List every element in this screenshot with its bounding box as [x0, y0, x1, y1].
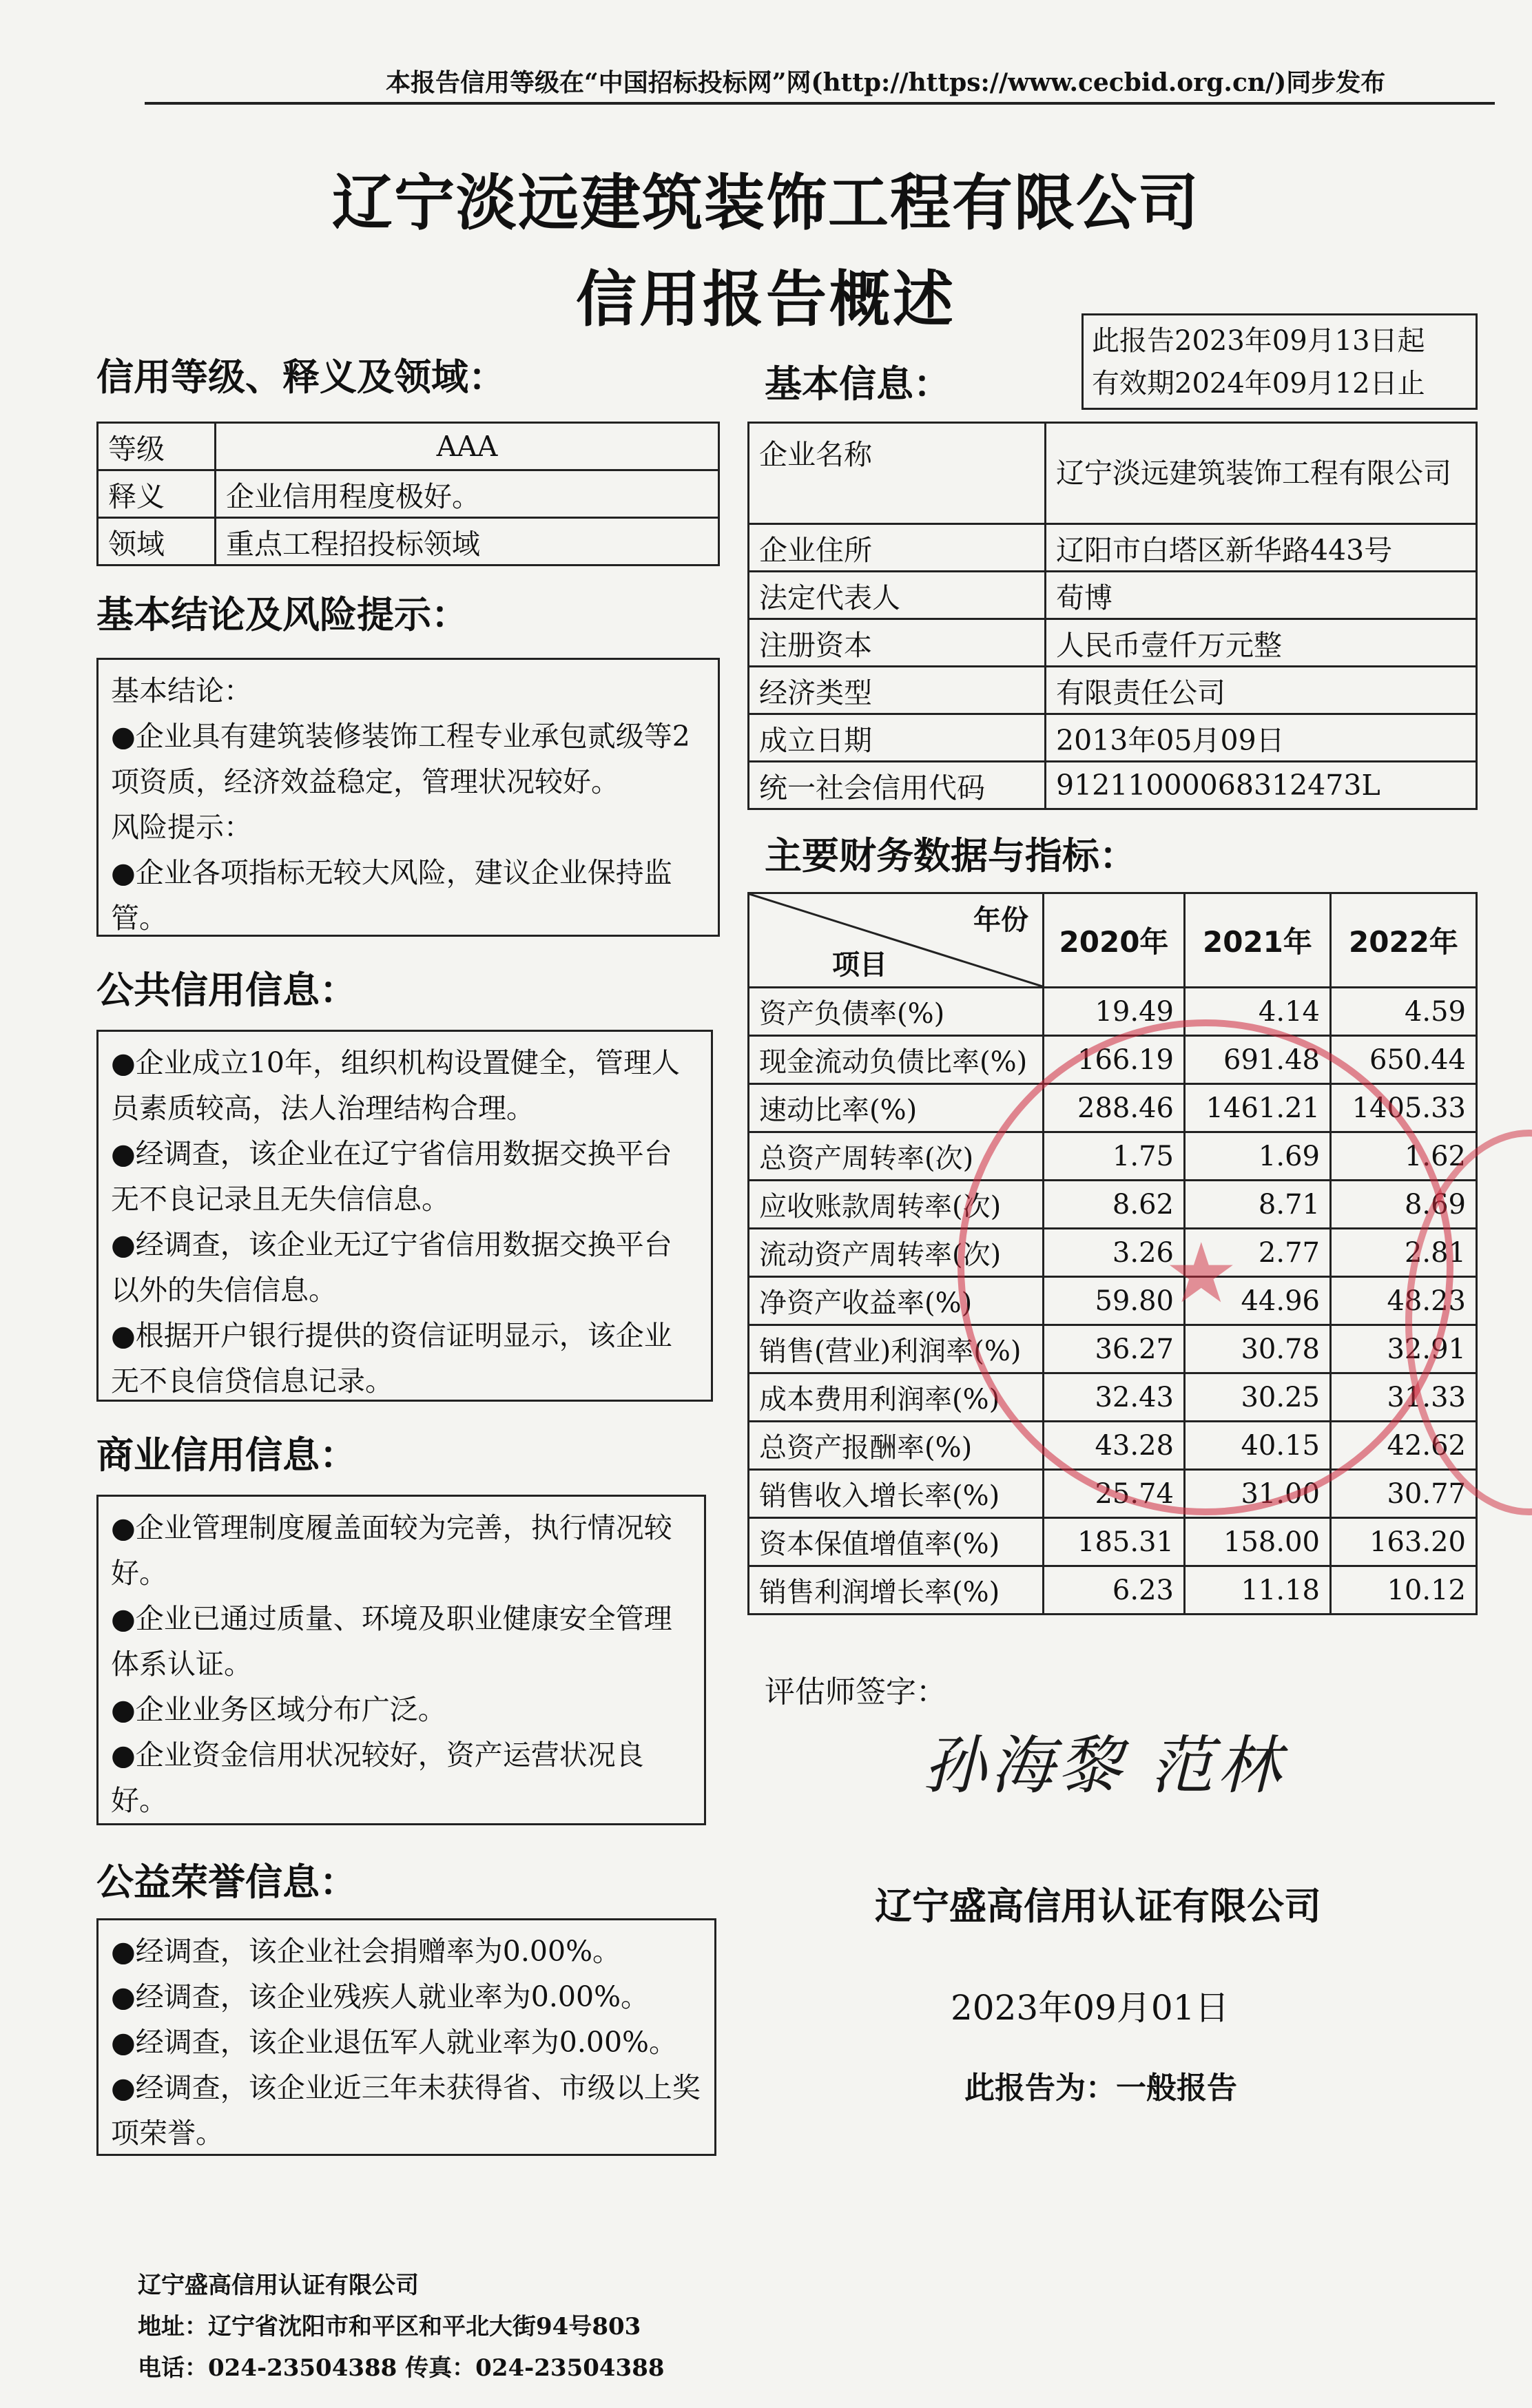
financial-value: 1405.33: [1330, 1084, 1476, 1132]
financial-value: 42.62: [1330, 1422, 1476, 1470]
financial-item-name: 销售收入增长率(%): [749, 1470, 1044, 1518]
financial-value: 31.00: [1184, 1470, 1330, 1518]
financial-value: 43.28: [1044, 1422, 1185, 1470]
company-title: 辽宁淡远建筑装饰工程有限公司: [331, 167, 1200, 238]
public-credit-item: ●经调查，该企业在辽宁省信用数据交换平台无不良记录且无失信信息。: [111, 1137, 672, 1216]
financial-value: 8.71: [1184, 1181, 1330, 1229]
basic-info-value: 人民币壹仟万元整: [1046, 619, 1477, 667]
financial-row: [749, 1566, 1477, 1615]
financial-value: 32.91: [1330, 1325, 1476, 1373]
footer-company: 辽宁盛高信用认证有限公司: [138, 2272, 419, 2299]
financial-value: 1.62: [1330, 1132, 1476, 1181]
seal-star-icon: ★: [1164, 1226, 1239, 1322]
grade-label: 等级: [98, 423, 216, 470]
diagonal-header-cell: [749, 893, 1044, 988]
grade-row: [98, 423, 719, 470]
basic-info-value: 辽阳市白塔区新华路443号: [1046, 524, 1477, 572]
public-credit-box: [96, 1030, 713, 1402]
grade-row: [98, 518, 719, 565]
conclusion-heading: 基本结论及风险提示：: [96, 593, 468, 636]
financial-value: 691.48: [1184, 1036, 1330, 1084]
financial-value: 288.46: [1044, 1084, 1185, 1132]
financial-row: [749, 1518, 1477, 1566]
financial-value: 3.26: [1044, 1229, 1185, 1277]
basic-info-label: 成立日期: [749, 714, 1046, 762]
top-divider: [145, 102, 1495, 105]
public-credit-item: ●根据开户银行提供的资信证明显示，该企业无不良信贷信息记录。: [111, 1319, 672, 1398]
financial-value: 650.44: [1330, 1036, 1476, 1084]
public-welfare-item: ●经调查，该企业近三年未获得省、市级以上奖项荣誉。: [111, 2071, 701, 2150]
financial-value: 19.49: [1044, 988, 1185, 1036]
report-subtitle: 信用报告概述: [575, 264, 956, 335]
basic-info-row: [749, 572, 1477, 619]
basic-info-row: [749, 524, 1477, 572]
commercial-credit-item: ●企业资金信用状况较好，资产运营状况良好。: [111, 1738, 644, 1817]
financial-value: 48.23: [1330, 1277, 1476, 1325]
public-welfare-box: [96, 1918, 716, 2156]
financial-value: 166.19: [1044, 1036, 1185, 1084]
risk-item: ●企业各项指标无较大风险，建议企业保持监管。: [111, 856, 672, 935]
financial-value: 4.14: [1184, 988, 1330, 1036]
commercial-credit-box: [96, 1495, 706, 1825]
financial-item-name: 应收账款周转率(次): [749, 1181, 1044, 1229]
financial-heading: 主要财务数据与指标：: [765, 834, 1137, 878]
financial-value: 185.31: [1044, 1518, 1185, 1566]
basic-info-label: 经济类型: [749, 667, 1046, 714]
public-welfare-item: ●经调查，该企业社会捐赠率为0.00%。: [111, 1935, 621, 1968]
financial-value: 4.59: [1330, 988, 1476, 1036]
risk-sub: 风险提示：: [111, 811, 252, 844]
financial-item-name: 成本费用利润率(%): [749, 1373, 1044, 1422]
public-welfare-heading: 公益荣誉信息：: [96, 1860, 357, 1904]
commercial-credit-item: ●企业业务区域分布广泛。: [111, 1693, 446, 1726]
financial-value: 36.27: [1044, 1325, 1185, 1373]
year-header: 2020年: [1044, 893, 1185, 988]
basic-info-value: 荀博: [1046, 572, 1477, 619]
validity-box: [1081, 313, 1478, 410]
financial-value: 25.74: [1044, 1470, 1185, 1518]
basic-info-label: 法定代表人: [749, 572, 1046, 619]
conclusion-box: [96, 658, 720, 937]
public-credit-item: ●企业成立10年，组织机构设置健全，管理人员素质较高，法人治理结构合理。: [111, 1046, 680, 1125]
basic-info-row: [749, 423, 1477, 524]
financial-value: 1461.21: [1184, 1084, 1330, 1132]
basic-info-label: 注册资本: [749, 619, 1046, 667]
basic-info-row: [749, 714, 1477, 762]
financial-item-name: 资本保值增值率(%): [749, 1518, 1044, 1566]
financial-value: 59.80: [1044, 1277, 1185, 1325]
footer-phone: 电话：024-23504388 传真：024-23504388: [138, 2354, 665, 2382]
header-item-label: 项目: [832, 949, 887, 981]
basic-info-value: 91211000068312473L: [1046, 762, 1477, 809]
handwritten-signature: 孙海黎 范林: [923, 1729, 1285, 1803]
financial-item-name: 净资产收益率(%): [749, 1277, 1044, 1325]
financial-value: 10.12: [1330, 1566, 1476, 1615]
financial-value: 30.78: [1184, 1325, 1330, 1373]
validity-start: 此报告2023年09月13日起: [1092, 325, 1425, 357]
basic-info-value: 辽宁淡远建筑装饰工程有限公司: [1046, 423, 1477, 524]
basic-info-row: [749, 619, 1477, 667]
basic-info-row: [749, 667, 1477, 714]
grade-value: AAA: [216, 423, 719, 470]
public-welfare-item: ●经调查，该企业残疾人就业率为0.00%。: [111, 1980, 650, 2013]
financial-value: 8.62: [1044, 1181, 1185, 1229]
top-note: 本报告信用等级在“中国招标投标网”网(http://https://www.cecbid.org.cn/)同步发布: [386, 68, 1386, 97]
basic-info-value: 2013年05月09日: [1046, 714, 1477, 762]
financial-value: 6.23: [1044, 1566, 1185, 1615]
financial-value: 40.15: [1184, 1422, 1330, 1470]
grade-label: 释义: [98, 470, 216, 518]
year-header: 2022年: [1330, 893, 1476, 988]
public-credit-item: ●经调查，该企业无辽宁省信用数据交换平台以外的失信信息。: [111, 1228, 672, 1307]
basic-info-table: [747, 422, 1478, 810]
financial-item-name: 资产负债率(%): [749, 988, 1044, 1036]
financial-item-name: 现金流动负债比率(%): [749, 1036, 1044, 1084]
financial-header-row: [749, 893, 1477, 988]
grade-label: 领域: [98, 518, 216, 565]
financial-value: 11.18: [1184, 1566, 1330, 1615]
financial-value: 1.75: [1044, 1132, 1185, 1181]
conclusion-item: ●企业具有建筑装修装饰工程专业承包贰级等2项资质，经济效益稳定，管理状况较好。: [111, 720, 690, 798]
financial-item-name: 销售(营业)利润率(%): [749, 1325, 1044, 1373]
financial-value: 31.33: [1330, 1373, 1476, 1422]
basic-info-label: 企业名称: [749, 423, 1046, 524]
commercial-credit-item: ●企业已通过质量、环境及职业健康安全管理体系认证。: [111, 1602, 672, 1681]
financial-item-name: 流动资产周转率(次): [749, 1229, 1044, 1277]
financial-item-name: 速动比率(%): [749, 1084, 1044, 1132]
grade-value: 重点工程招投标领域: [216, 518, 719, 565]
commercial-credit-item: ●企业管理制度履盖面较为完善，执行情况较好。: [111, 1511, 672, 1590]
basic-info-label: 企业住所: [749, 524, 1046, 572]
commercial-credit-heading: 商业信用信息：: [96, 1433, 357, 1477]
header-year-label: 年份: [973, 904, 1028, 936]
financial-value: 1.69: [1184, 1132, 1330, 1181]
financial-value: 8.69: [1330, 1181, 1476, 1229]
grade-value: 企业信用程度极好。: [216, 470, 719, 518]
financial-item-name: 销售利润增长率(%): [749, 1566, 1044, 1615]
grade-table: [96, 422, 720, 566]
validity-end: 有效期2024年09月12日止: [1092, 368, 1425, 399]
financial-value: 44.96: [1184, 1277, 1330, 1325]
financial-item-name: 总资产报酬率(%): [749, 1422, 1044, 1470]
financial-value: 32.43: [1044, 1373, 1185, 1422]
public-welfare-item: ●经调查，该企业退伍军人就业率为0.00%。: [111, 2026, 678, 2059]
financial-value: 158.00: [1184, 1518, 1330, 1566]
conclusion-sub: 基本结论：: [111, 674, 252, 707]
financial-value: 2.81: [1330, 1229, 1476, 1277]
public-credit-heading: 公共信用信息：: [96, 968, 357, 1012]
signature-label: 评估师签字：: [765, 1674, 946, 1710]
financial-row: [749, 988, 1477, 1036]
report-type: 此报告为：一般报告: [964, 2070, 1237, 2106]
basic-info-label: 统一社会信用代码: [749, 762, 1046, 809]
grade-heading: 信用等级、释义及领域：: [96, 355, 506, 399]
issue-date: 2023年09月01日: [951, 1988, 1230, 2028]
financial-value: 2.77: [1184, 1229, 1330, 1277]
basic-info-heading: 基本信息：: [765, 362, 951, 406]
footer-address: 地址：辽宁省沈阳市和平区和平北大街94号803: [138, 2313, 641, 2340]
financial-value: 30.25: [1184, 1373, 1330, 1422]
financial-value: 163.20: [1330, 1518, 1476, 1566]
financial-value: 30.77: [1330, 1470, 1476, 1518]
basic-info-value: 有限责任公司: [1046, 667, 1477, 714]
year-header: 2021年: [1184, 893, 1330, 988]
financial-item-name: 总资产周转率(次): [749, 1132, 1044, 1181]
issuer-name: 辽宁盛高信用认证有限公司: [875, 1885, 1321, 1928]
grade-row: [98, 470, 719, 518]
basic-info-row: [749, 762, 1477, 809]
